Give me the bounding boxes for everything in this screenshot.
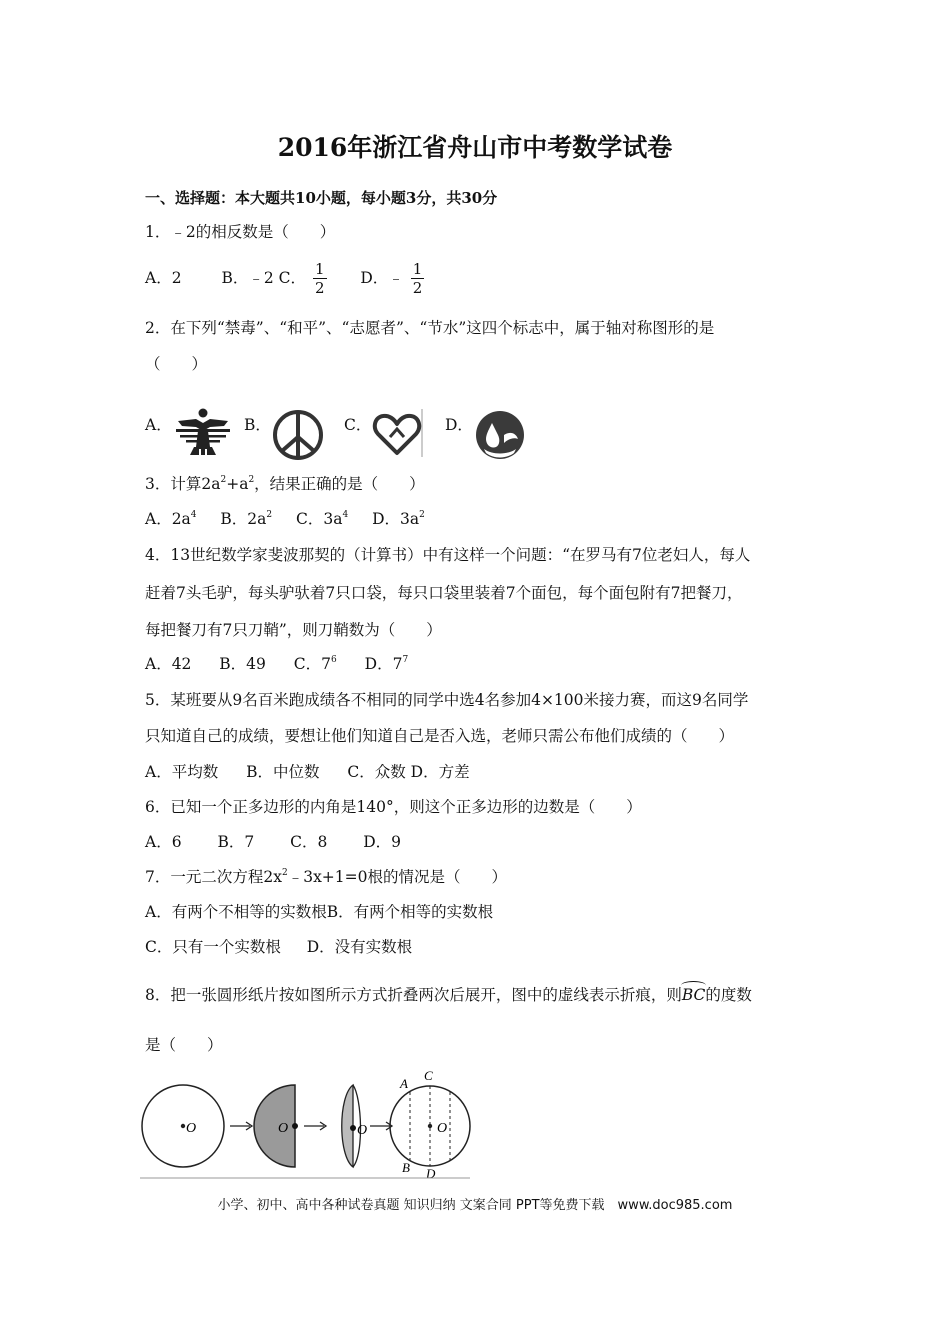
q6-option-a: A．6 [145,833,182,851]
q2-option-b: B． [244,416,271,434]
question-1-stem: 1．﹣2的相反数是（ ） [145,223,336,241]
question-4-line-2: 赶着7头毛驴，每头驴驮着7只口袋，每只口袋里装着7个面包，每个面包附有7把餐刀， [145,584,743,602]
question-2-stem: 2．在下列“禁毒”、“和平”、“志愿者”、“节水”这四个标志中，属于轴对称图形的是 [145,319,715,337]
q6-option-d: D．9 [363,833,401,851]
question-4-line-1: 4．13世纪数学家斐波那契的（计算书）中有这样一个问题：“在罗马有7位老妇人，每人 [145,546,751,564]
q1-fraction-c: $\frac{1}{2}$ [314,260,325,297]
fig-label-o-1: O [186,1121,197,1136]
question-3-stem: 3．计算$2a^2+a^2$，结果正确的是（ ） [145,475,425,493]
fig-label-o-2: O [278,1121,289,1136]
q7-option-d: D．没有实数根 [306,938,413,956]
q2-option-a: A． [145,416,172,434]
folding-circle-figure [140,1066,475,1182]
question-8-line-2: 是（ ） [145,1036,223,1054]
question-6-options [145,830,401,852]
question-6-stem: 6．已知一个正多边形的内角是140°，则这个正多边形的边数是（ ） [145,798,642,816]
fig-label-d: D [426,1166,436,1181]
question-5-line-2: 只知道自己的成绩，要想让他们知道自己是否入选，老师只需公布他们成绩的（ ） [145,727,735,745]
q6-option-c: C．8 [290,833,328,851]
q4-option-d: D．$7^7$ [364,655,409,673]
question-1-options [145,262,426,296]
q4-option-a: A．42 [145,655,192,673]
q2-option-d: D． [445,416,473,434]
q3-option-b: B．$2a^2$ [220,510,273,528]
page-title: 2016年浙江省舟山市中考数学试卷 [277,133,673,162]
q3-option-d: D．$3a^2$ [372,510,425,528]
anti-drug-eagle-icon [172,407,234,457]
question-8-line-1: 8．把一张圆形纸片按如图所示方式折叠两次后展开，图中的虚线表示折痕，则BC的度数 [145,986,752,1004]
q7-option-c: C．只有一个实数根 [145,938,281,956]
q1-fraction-d: $\frac{1}{2}$ [412,260,423,297]
q3-option-a: A．$2a^4$ [145,510,197,528]
question-5-line-1: 5．某班要从9名百米跑成绩各不相同的同学中选4名参加4×100米接力赛，而这9名同学 [145,691,749,709]
peace-symbol-icon [272,409,324,461]
q1-option-a: A．2 [145,269,182,287]
fig-label-o-3: O [357,1123,368,1138]
volunteer-heart-icon [370,407,424,459]
fig-label-b: B [402,1160,410,1175]
q6-option-b: B．7 [217,833,255,851]
q4-option-c: C．$7^6$ [293,655,337,673]
footer-ad: 小学、初中、高中各种试卷真题 知识归纳 文案合同 PPT等免费下载 www.doc985.com [217,1198,733,1213]
question-2-paren: （ ） [145,355,208,373]
q3-option-c: C．$3a^4$ [296,510,349,528]
question-4-options [145,652,408,674]
q1-option-b: B．﹣2 [221,269,274,287]
q5-option-d: D．方差 [410,763,470,781]
question-7-options-row-1 [145,900,493,922]
q1-option-c: C． [278,269,307,287]
water-saving-drop-icon [474,409,526,461]
question-7-stem: 7．一元二次方程$2x^2﹣3x+1=0$根的情况是（ ） [145,868,508,886]
question-3-options [145,507,425,529]
fig-label-o-4: O [437,1121,448,1136]
q7-option-b: B．有两个相等的实数根 [326,903,494,921]
q2-option-c: C． [344,416,372,434]
question-7-options-row-2 [145,935,412,957]
arc-bc: BC [681,986,706,1004]
q5-option-c: C．众数 [347,763,406,781]
q4-option-b: B．49 [219,655,266,673]
question-4-line-3: 每把餐刀有7只刀鞘”，则刀鞘数为（ ） [145,621,442,639]
question-5-options [145,760,470,782]
q5-option-a: A．平均数 [145,763,219,781]
fig-label-c: C [424,1068,433,1083]
q1-option-d: D．﹣ [360,269,404,287]
section-heading: 一、选择题：本大题共10小题，每小题3分，共30分 [145,189,498,207]
q7-option-a: A．有两个不相等的实数根 [145,903,327,921]
fig-label-a: A [400,1076,408,1091]
q5-option-b: B．中位数 [246,763,320,781]
